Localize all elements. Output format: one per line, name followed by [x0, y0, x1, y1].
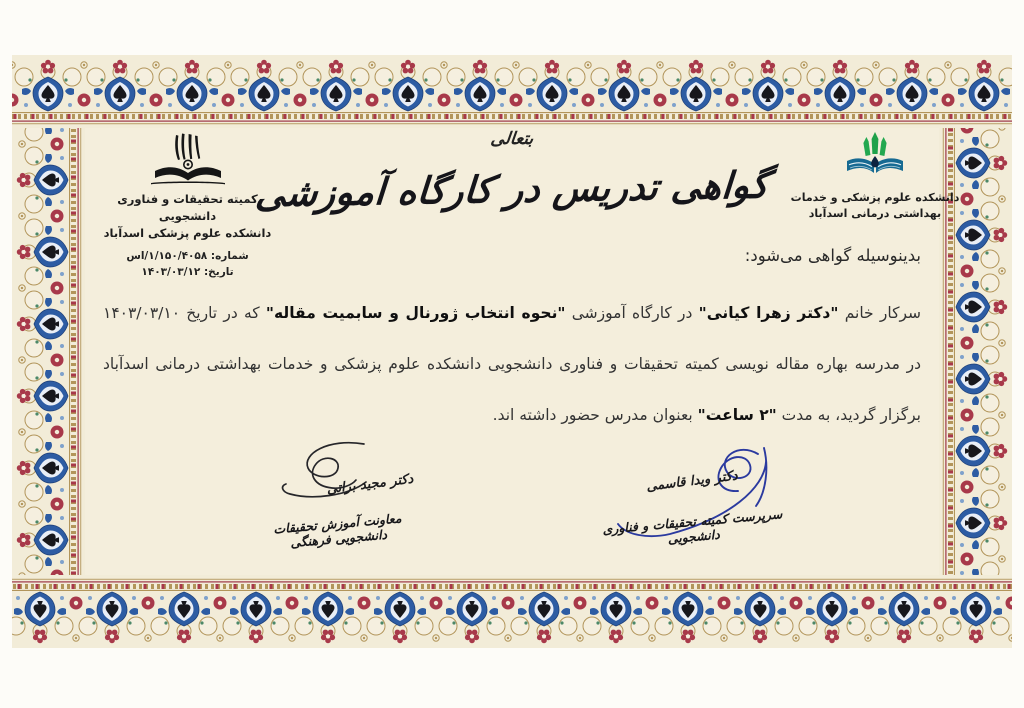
left-signer-title: معاونت آموزش تحقیقات دانشجویی فرهنگی [272, 510, 403, 551]
body-line-1-part-3: در کارگاه آموزشی [565, 304, 699, 322]
body-line-1-part-1: سرکار خانم [838, 304, 921, 322]
issuer-right-org-1: دانشکده علوم پزشکی و خدمات [790, 191, 960, 204]
body-line-3-part-1: برگزار گردید، به مدت [776, 406, 921, 424]
body-line-1 [103, 288, 921, 339]
workshop-date: که در تاریخ ۱۴۰۳/۰۳/۱۰ [103, 304, 266, 322]
body-paragraph [103, 288, 921, 441]
letter-number: شماره: ۱/۱۵۰/۴۰۵۸/اس [126, 250, 249, 262]
workshop-title: "نحوه انتخاب ژورنال و سابمیت مقاله" [265, 304, 566, 322]
body-line-2: در مدرسه بهاره مقاله نویسی کمیته تحقیقات و فناوری دانشجویی دانشکده علوم پزشکی و خدمات بهداشتی درمانی اسدآباد [103, 355, 921, 373]
body-line-3-part-3: بعنوان مدرس حضور داشته اند. [492, 406, 698, 424]
body-line-3 [103, 390, 921, 441]
workshop-duration: "۲ ساعت" [697, 406, 777, 424]
issuer-right-block [790, 130, 960, 222]
tulip-book-health-logo-icon [843, 130, 907, 186]
issuer-left-org-2: دانشکده علوم پزشکی اسدآباد [103, 226, 272, 240]
trainee-name: "دکتر زهرا کیانی" [698, 304, 839, 322]
bismillah-text: بتعالی [489, 129, 535, 149]
issuer-right-org-2: بهداشتی درمانی اسدآباد [808, 207, 942, 220]
left-signature-icon [268, 438, 398, 508]
intro-line: بدینوسیله گواهی می‌شود: [744, 246, 921, 265]
letter-date: تاریخ: ۱۴۰۳/۰۳/۱۲ [141, 266, 234, 278]
right-signer-title: سرپرست کمیته تحقیقات و فناوری دانشجویی [601, 506, 783, 547]
issuer-left-org-1: کمیته تحقیقات و فناوری دانشجویی [117, 192, 258, 223]
letter-meta [100, 248, 275, 280]
certificate-title: گواهی تدریس در کارگاه آموزشی [254, 163, 770, 216]
left-signer-name: دکتر مجید براتی [325, 471, 415, 498]
right-signer-name: دکتر ویدا قاسمی [645, 468, 739, 495]
